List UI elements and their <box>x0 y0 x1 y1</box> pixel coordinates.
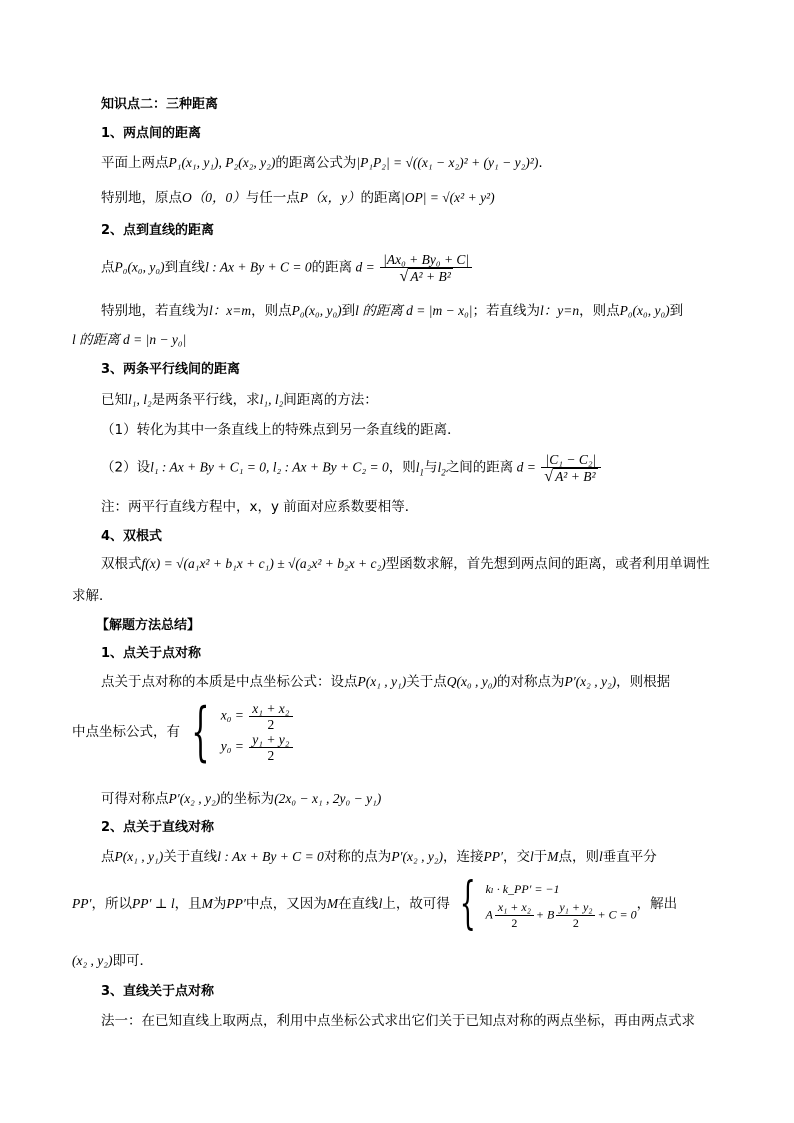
lines: l₁, l₂ <box>259 392 284 407</box>
case2-line: l：y=n <box>540 303 580 318</box>
lines: l₁, l₂ <box>128 392 152 407</box>
heading-double-radical: 4、双根式 <box>101 529 163 544</box>
text: 点 <box>101 849 115 865</box>
numerator: y₁ + y₂ <box>556 900 595 916</box>
origin: O（0，0） <box>182 190 246 205</box>
text: ，则点 <box>251 303 292 319</box>
text: 到 <box>669 303 684 319</box>
point-p: P(x₁ , y₁) <box>114 849 164 864</box>
line-l: l <box>598 849 603 864</box>
result-coordinate: (2x₀ − x₁ , 2y₀ − y₁) <box>274 791 382 806</box>
text: 特别地，原点 <box>101 190 182 206</box>
point-m: M <box>201 896 213 911</box>
heading-point-line-symmetry: 2、点关于直线对称 <box>101 820 215 835</box>
text: ，连接 <box>443 849 484 865</box>
point-p-prime: P′(x₂ , y₂) <box>564 674 617 689</box>
text: 间距离的方法： <box>283 392 378 408</box>
summary-title: 【解题方法总结】 <box>96 618 201 633</box>
midpoint-intro-line <box>101 673 670 691</box>
heading-point-line-distance: 2、点到直线的距离 <box>101 223 215 238</box>
segment: PP′ <box>483 849 503 864</box>
case2-distance: l 的距离 d = |n − y₀| <box>72 332 187 347</box>
double-radical-formula: f(x) = √(a₁x² + b₁x + c₁) ± √(a₂x² + b₂x + c₂) <box>141 556 386 571</box>
text: 点 <box>101 259 115 276</box>
text: 于 <box>533 849 548 865</box>
text: 之间的距离 <box>445 459 514 476</box>
eq2-denominator: 2 <box>267 748 275 763</box>
text: ，则 <box>388 459 416 476</box>
text: 关于直线 <box>163 849 218 865</box>
points: P₁(x₁, y₁), P₂(x₂, y₂) <box>168 155 276 170</box>
solve-target: (x₂ , y₂) <box>72 953 113 968</box>
segment: PP′ <box>72 896 92 911</box>
text: 点，则 <box>558 849 599 865</box>
text: ，则根据 <box>616 674 671 690</box>
point-p0: P₀(x₀, y₀) <box>114 259 165 275</box>
text: ；若直线为 <box>472 303 540 319</box>
text: 型函数求解，首先想到两点间的距离，或者利用单调性 <box>385 556 710 572</box>
heading-parallel-distance: 3、两条平行线间的距离 <box>101 362 241 377</box>
text: 对称的点为 <box>323 849 392 865</box>
text: 的距离 <box>360 190 401 206</box>
line-equation: l : Ax + By + C = 0 <box>205 259 312 275</box>
point-q: Q(x₀ , y₀) <box>446 674 497 689</box>
denominator: A² + B² <box>410 269 451 284</box>
denominator: 2 <box>572 915 579 930</box>
text: 的坐标为 <box>220 791 275 807</box>
method-2: （2）设l₁ : Ax + By + C₁ = 0, l₂ : Ax + By + C₂ = 0，则$l_1$与$l_2$之间的距离 d = $\frac{\text{|C₁ − C₂|}}{\text{√ A² + B²}}$ <box>101 452 603 484</box>
text: . <box>538 155 543 171</box>
text: 与 <box>424 459 438 476</box>
point-line-symmetry-line-3 <box>72 952 153 970</box>
section-title: 知识点二：三种距离 <box>101 97 219 112</box>
text: （2）设 <box>101 459 151 476</box>
special-case-line-2 <box>72 331 186 349</box>
text: 平面上两点 <box>101 155 169 171</box>
parallel-distance-fraction: $\frac{\text{|C₁ − C₂|}}{\text{√ A² + B²}}$ <box>541 452 600 484</box>
constant: + C = 0 <box>597 906 637 921</box>
parallel-intro-line <box>101 391 378 409</box>
text: 到 <box>341 303 356 319</box>
coef-b: + B <box>535 906 555 921</box>
point-p-prime: P′(x₂ , y₂) <box>168 791 221 806</box>
heading-two-point-distance: 1、两点间的距离 <box>101 126 202 141</box>
line-l: l <box>529 849 534 864</box>
text: 到直线 <box>164 259 206 276</box>
coef-a: A <box>485 906 493 921</box>
case1-distance: l 的距离 d = |m − x₀| <box>355 303 473 318</box>
heading-line-point-symmetry: 3、直线关于点对称 <box>101 984 215 999</box>
eq1-lhs: x₀ = <box>220 707 244 723</box>
midpoint-system-line: 中点坐标公式，有 { x₀ = $\frac{\text{x₁ + x₂}}{2}$ y₀ = $\frac{\text{y₁ + y₂}}{2}$ <box>72 700 295 776</box>
text: 可得对称点 <box>101 791 169 807</box>
point-p-prime: P′(x₂ , y₂) <box>391 849 443 864</box>
special-case-line-1 <box>101 302 683 320</box>
text: 点关于点对称的本质是中点坐标公式：设点 <box>101 674 358 690</box>
text: 中点，又因为 <box>245 896 327 912</box>
eq2-numerator: y₁ + y₂ <box>249 732 292 748</box>
midpoint-system <box>221 701 295 763</box>
method-1: （1）转化为其中一条直线上的特殊点到另一条直线的距离． <box>101 422 461 438</box>
double-radical-cont: 求解． <box>72 588 113 604</box>
heading-point-point-symmetry: 1、点关于点对称 <box>101 646 202 661</box>
text: 在直线 <box>338 896 379 912</box>
point-p: P(x₁ , y₁) <box>357 674 407 689</box>
two-point-formula-line <box>101 154 543 172</box>
text: 特别地，若直线为 <box>101 303 209 319</box>
text: 即可． <box>112 953 153 969</box>
eq1-numerator: x₁ + x₂ <box>249 701 292 717</box>
text: ，所以 <box>91 896 132 912</box>
text: ，交 <box>502 849 530 865</box>
line-l: l <box>378 896 383 911</box>
segment: PP′ <box>226 896 246 911</box>
point-line-formula-line: 点P₀(x₀, y₀)到直线l : Ax + By + C = 0的距离 d = $\frac{\text{|Ax₀ + By₀ + C|}}{\text{√ A² + B²}}$ <box>101 252 474 284</box>
point-m: M <box>326 896 339 911</box>
eq2-lhs: y₀ = <box>220 738 244 754</box>
point-p0: P₀(x₀, y₀) <box>619 303 670 318</box>
text: ，且 <box>174 896 202 912</box>
numerator: x₁ + x₂ <box>495 900 534 916</box>
text: 双根式 <box>101 556 142 572</box>
origin-distance-line <box>101 189 495 207</box>
case1-line: l：x=m <box>209 303 252 318</box>
text: 垂直平分 <box>602 849 657 865</box>
denominator: A² + B² <box>555 469 596 484</box>
text: 是两条平行线，求 <box>151 392 260 408</box>
eq1-denominator: 2 <box>267 717 275 732</box>
symmetric-point-result <box>101 790 381 808</box>
numerator: |Ax₀ + By₀ + C| <box>380 252 472 268</box>
note: 注：两平行直线方程中，x，y 前面对应系数要相等． <box>101 499 419 515</box>
op-formula: |OP| = √(x² + y²) <box>400 190 495 205</box>
parallel-equations: l₁ : Ax + By + C₁ = 0, l₂ : Ax + By + C₂ = 0 <box>150 459 389 475</box>
point-line-symmetry-line-1 <box>101 848 657 866</box>
text: 已知 <box>101 392 128 408</box>
text: 与任一点 <box>245 190 300 206</box>
symmetry-system <box>485 878 636 931</box>
distance-fraction: $\frac{\text{|Ax₀ + By₀ + C|}}{\text{√ A² + B²}}$ <box>380 252 472 284</box>
point-line-symmetry-line-2: PP′，所以PP′ ⊥ l，且M为PP′中点，又因为M在直线l上，故可得 { kₗ · k_PP′ = −1 A $\frac{\text{x₁ + x₂}}{2}$ + B $\frac{\text{y₁ + y₂}}{2}$ + C = 0 ，解出 <box>72 871 678 936</box>
text: ，则点 <box>579 303 620 319</box>
text: 关于点 <box>406 674 447 690</box>
distance-formula: |P₁P₂| = √((x₁ − x₂)² + (y₁ − y₂)²) <box>356 155 539 170</box>
point: P（x，y） <box>299 190 361 205</box>
double-radical-line <box>101 555 710 573</box>
method-one: 法一：在已知直线上取两点，利用中点坐标公式求出它们关于已知点对称的两点坐标，再由两点式求 <box>101 1013 695 1029</box>
numerator: |C₁ − C₂| <box>541 452 600 468</box>
text: ，解出 <box>636 896 678 912</box>
text: 上，故可得 <box>382 896 450 912</box>
line-equation: l : Ax + By + C = 0 <box>217 849 324 864</box>
slope-condition: kₗ · k_PP′ = −1 <box>485 881 560 896</box>
denominator: 2 <box>511 915 518 930</box>
point-m: M <box>547 849 559 864</box>
text: 的距离 <box>311 259 353 276</box>
text: 为 <box>212 896 227 912</box>
text: 的对称点为 <box>496 674 565 690</box>
text: 中点坐标公式，有 <box>72 724 180 740</box>
point-p0: P₀(x₀, y₀) <box>291 303 342 318</box>
text: 的距离公式为 <box>275 155 357 171</box>
perpendicular: PP′ ⊥ l <box>131 896 175 911</box>
